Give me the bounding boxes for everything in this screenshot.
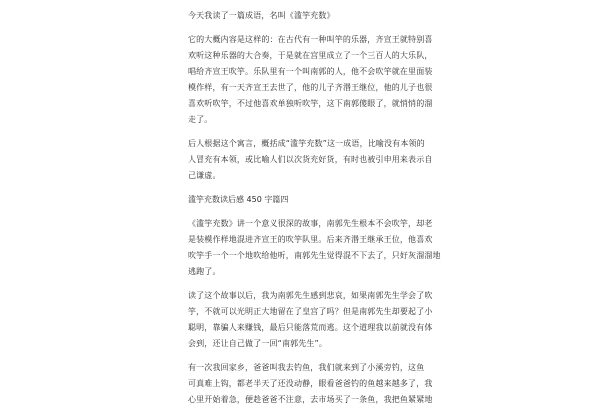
text-line: 是装模作样地混进齐宣王的吹竽队里。后来齐湣王继承王位，他喜欢	[188, 235, 433, 244]
summary-paragraph	[188, 32, 433, 128]
text-line: 《滥竽充数》讲一个意义很深的故事，南郭先生根本不会吹竽，却老	[188, 219, 433, 228]
text-line: 人冒充有本领，或比喻人们以次货充好货，有时也被引申用来表示自	[188, 155, 433, 164]
text-line: 喜欢听吹竽，不过他喜欢单独听吹竽，这下南郭傻眼了，就悄悄的溜	[188, 99, 433, 108]
text-line: 己谦虚。	[188, 171, 221, 180]
text-line: 读了这个故事以后，我为南郭先生感到悲哀，如果南郭先生学会了吹	[188, 291, 433, 300]
text-line: 吹竽手一个一个地吹给他听，南郭先生觉得混不下去了，只好灰溜溜地	[188, 251, 441, 260]
text-line: 它的大概内容是这样的：在古代有一种叫竽的乐器，齐宣王就特别喜	[188, 35, 433, 44]
text-line: 模作样，有一天齐宣王去世了，他的儿子齐湣王继位，他的儿子也很	[188, 83, 433, 92]
text-line: 逃跑了。	[188, 267, 221, 276]
text-line: 会到，还让自己做了一回“南郭先生”。	[188, 339, 327, 348]
text-line: 竽，不就可以光明正大地留在了皇宫了吗？但是南郭先生却要起了小	[188, 307, 433, 316]
story-paragraph	[188, 216, 441, 280]
text-line: 欢听这种乐器的大合奏，于是就在宫里成立了一个三百人的大乐队，	[188, 51, 433, 60]
text-line: 可真难上钩，都老半天了还没动静，眼看爸爸钓的鱼越来越多了，我	[188, 379, 433, 388]
text-line: 今天我读了一篇成语，名叫《滥竽充数》	[188, 11, 335, 20]
text-line: 走了。	[188, 115, 213, 124]
section-heading: 滥竽充数读后感 450 字篇四	[188, 195, 289, 204]
text-line: 聪明，靠骗人来赚钱，最后只能落荒而逃。这个道理我以前就没有体	[188, 323, 433, 332]
text-line: 有一次我回家乡，爸爸叫我去钓鱼，我们就来到了小溪旁钓，这鱼	[188, 363, 425, 372]
idiom-meaning-paragraph	[188, 136, 433, 184]
anecdote-paragraph	[188, 360, 433, 408]
text-line: 后人根据这个寓言，概括成“滥竽充数”这一成语，比喻没有本领的	[188, 139, 425, 148]
article-body	[188, 8, 441, 416]
text-line: 唱给齐宣王吹竽。乐队里有一个叫南郭的人，他不会吹竽就在里面装	[188, 67, 433, 76]
intro-paragraph	[188, 8, 408, 24]
text-line: 心里开始着急，便趁爸爸不注意，去市场买了一条鱼，我把鱼紧紧地	[188, 395, 433, 404]
reflection-paragraph	[188, 288, 433, 352]
